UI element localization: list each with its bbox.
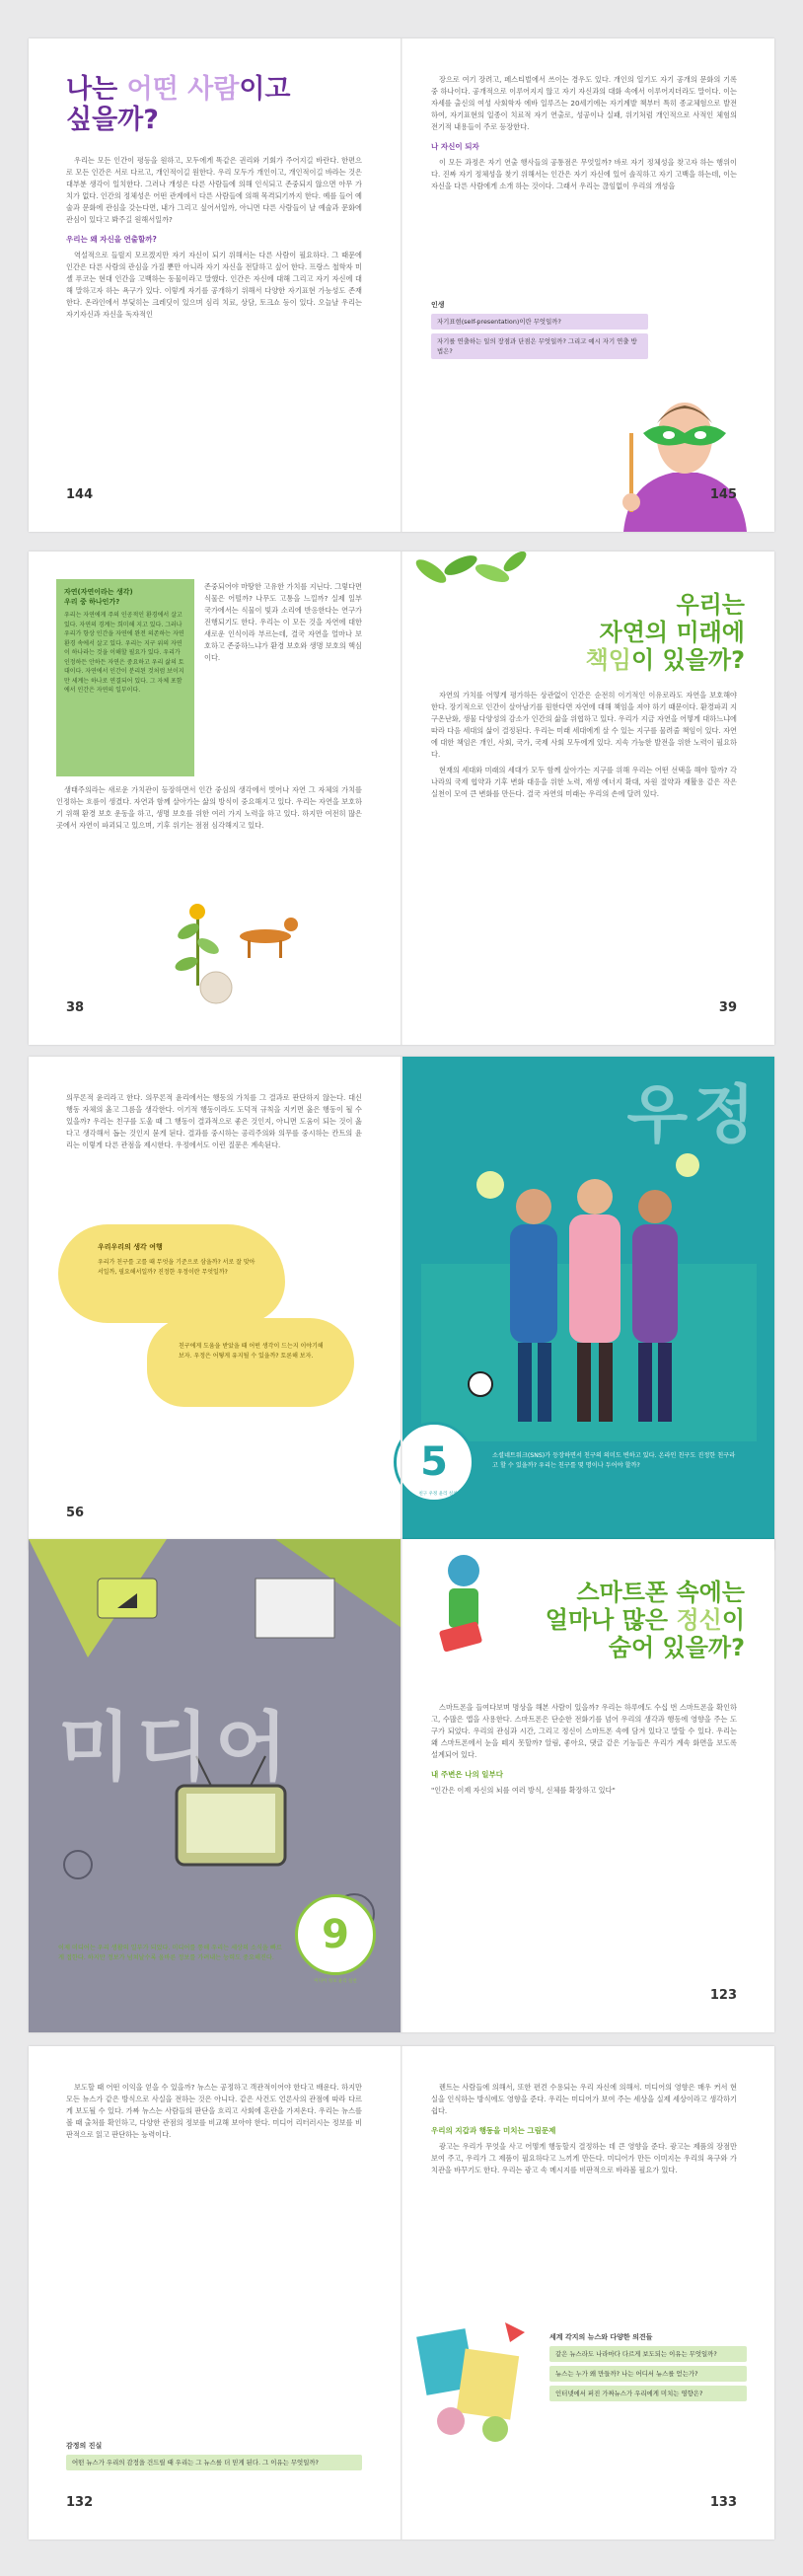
chapter-number-badge: 9 [295,1894,376,1975]
page-number: 39 [718,1000,737,1015]
question-item: 같은 뉴스라도 나라마다 다르게 보도되는 이유는 무엇일까? [549,2346,747,2362]
body-text: 자연의 가치를 어떻게 평가하든 상관없이 인간은 순전히 이기적인 이유로라도 자연을 보호해야 한다. 장기적으로 인간이 살아남기를 원한다면 자연에 대해 책임을 져야 하기 때문이다. 환경파괴 지구온난화, 생물 다양성의 감소가 인간의 삶을 위협하고 있다. 우리가 지금 자연을 어떻게 대하느냐에 따라 다음 세대의 삶이 결정된다. 우리는 미래 세대에게 살 수 있는 지구를 물려줄 책임이 있다. 자연에 대한 책임은 개인, 사회, 국가, 국제 사회 모두에게 있다. 지속 가능한 발전을 위한 노력이 필요하다. 현재의 세대와 미래의 세대가 모두 함께 살아가는 지구를 위해 우리는 어떤 선택을 해야 할까? 각 나라의 국제 협약과 기후 변화 대응을 위한 노력, 재생 에너지 확대, 자원 절약과 재활용 같은 작은 실천이 모여 큰 변화를 만든다. 결국 자연의 미래는 우리의 손에 달려 있다. [431,691,737,798]
chapter-label: 친구 우정 윤리 실천 [418,1492,458,1497]
thought-cloud-2 [147,1318,354,1407]
spread-122-123 [29,1539,774,2032]
question-box-title: 감정의 진실 [66,2442,103,2450]
cloud-text: 우리가 친구를 고를 때 무엇을 기준으로 삼을까? 서로 잘 맞아서일까, 필요해서일까? 진정한 우정이란 무엇일까? [98,1259,256,1276]
question-item: 뉴스는 누가 왜 만들까? 나는 어디서 뉴스를 얻는가? [549,2366,747,2382]
quote: "인간은 이제 자신의 뇌를 여러 방식, 신체를 확장하고 있다" [431,1786,616,1795]
gutter [401,2046,402,2539]
spread-56-57 [29,1057,774,1550]
gutter [401,38,402,532]
page-56 [29,1057,402,1550]
body-text: 생태주의라는 새로운 가치관이 등장하면서 인간 중심의 생각에서 벗어나 자연 그 자체의 가치를 인정하는 흐름이 생겼다. 자연과 함께 살아가는 삶의 방식이 중요해지고 있다. 우리는 자연을 보호하기 위해 환경 보호 운동을 하고, 생명 보호를 위한 여러 가지 노력을 하고 있다. 하지만 여전히 많은 곳에서 자연이 파괴되고 있으며, 기후 위기는 점점 심각해지고 있다. [56,785,362,830]
question-item: 자기표현(self-presentation)이란 무엇일까? [431,314,648,330]
page-144 [29,38,402,532]
page-number: 145 [709,487,737,502]
page-title: 스마트폰 속에는 얼마나 많은 정신이 숨어 있을까? [545,1579,745,1661]
page-145 [402,38,774,532]
body-text: 장으로 여기 장려고, 페스티벌에서 쓰이는 경우도 있다. 개인의 일기도 자기 공개의 문화의 기록 중 하나이다. 공개적으로 이루어지지 않고 자기 자신과의 대화 속에서 이루어지더라도 말이다. 이는 자세를 출신의 여성 사회학자 에바 일루즈는 20세기에는 자기계발 책부터 특히 종교체험으로 발전하여, 자기표현의 일종이 치료적 자기 연출로, 성공이나 실패, 위기처럼 개인적으로 사적인 체험의 전기적 내용들이 주로 등장한다. 나 자신이 되자 이 모든 과정은 자기 연출 행사들의 공통점은 무엇일까? 바로 자기 정체성을 찾고자 하는 행위이다. 진짜 자기 정체성을 찾기 위해서는 인간은 자기 자신에 있어 솔직하고 자기 고백을 하는데, 이는 자신을 다른 사람에게 소개 하는 것이다. 그래서 우리는 끊임없이 우리의 개성을 [431,75,737,190]
page-title: 우리는 자연의 미래에 책임이 있을까? [585,591,745,674]
chapter-caption: 소셜네트워크(SNS)가 등장하면서 친구의 의미도 변하고 있다. 온라인 친구도 진정한 친구라고 할 수 있을까? 우리는 친구를 몇 명이나 두어야 할까? [492,1452,736,1469]
masked-person-illustration [604,374,752,532]
spread-38-39 [29,552,774,1045]
body-text: 우리는 모든 인간이 평등을 원하고, 모두에게 똑같은 권리와 기회가 주어지길 바란다. 한편으로 모든 인간은 서로 다르고, 개인적이길 원한다. 우리 모두가 개인이고, 개인적이길 바라는 것은 대부분 생각이 일치한다. 그러나 개성은 다른 사람들에 의해 인식되고 존중되지 않으면 아무 가치가 없다. 인간의 정체성은 어떤 관계에서 다른 사람들에 의해 목격되기까지 한다. 예를 들어 예술과 문화에 관심을 갖는다면, 내가 그리고 싶어서일까, 아니면 다른 사람들이 날 예술과 문화에 관심이 있다고 봐주길 원해서일까? 우리는 왜 자신을 연출할까? 역설적으로 들릴지 모르겠지만 자기 자신이 되기 위해서는 다른 사람이 필요하다. 그 때문에 인간은 다른 사람의 관심을 가질 뿐만 아니라 자기 자신을 전달하고 싶어 한다. 프랑스 철학자 미셸 푸코는 현대 인간을 고백하는 동물이라고 말했다. 인간은 자신에 대해 그리고 자기 자신에 대해 말하고자 하는 욕구가 있다. 이렇게 자기를 공개하기 위해서 다양한 자기표현 가능성도 존재한다. 온라인에서 부딪히는 크레딧이 있으며 심리 치료, 상담, 토크쇼 등이 있다. 오늘날 우리는 자기자신과 자신을 독자적인 [66,156,362,319]
sidebar-box-text: 우리는 자연에게 주의 인공적인 환경에서 살고 있다. 자연의 경계는 희미해 지고 있다. 그러나 우리가 항상 인간을 자연에 완전 의존하는 자연환경 속에서 살고 있다. 우리는 지구 위의 자연이 하나라는 것을 이해할 필요가 있다. 우리가 인정하든 안하든 자연은 중요하고 우리 삶의 토대이다. 자연에서 인간이 분리된 것처럼 보이지만 세계는 하나로 연결되어 있다. 그 자체 포함에서 인간은 자연의 일부이다. [64,612,184,694]
sidebar-box [56,579,194,776]
friends-illustration [421,1126,757,1441]
cloud-text: 친구에게 도움을 받았을 때 어떤 생각이 드는지 이야기해 보자. 우정은 어떻게 유지될 수 있을까? 토론해 보자. [179,1343,324,1360]
page-57-cover [402,1057,774,1550]
chapter-ghost-title: 미디어 [58,1703,294,1791]
question-item: 인터넷에서 퍼진 가짜뉴스가 우리에게 미치는 영향은? [549,2386,747,2401]
body-text: 렌트는 사람들에 의해서, 또한 편견 수용되는 우리 자신에 의해서. 미디어의 영향은 매우 커서 현실을 인식하는 방식에도 영향을 준다. 우리는 미디어가 보여 주는 세상을 실제 세상이라고 생각하기 쉽다. 우리의 지갑과 행동을 미치는 그림문제 광고는 우리가 무엇을 사고 어떻게 행동할지 결정하는 데 큰 영향을 준다. 광고는 제품의 장점만 보여 주고, 우리가 그 제품이 필요하다고 느끼게 만든다. 미디어가 만든 이미지는 우리의 욕구와 가치관을 바꾸기도 한다. 우리는 광고 속 메시지를 비판적으로 바라볼 필요가 있다. [431,2083,737,2174]
spread-144-145 [29,38,774,532]
subheading: 우리의 지갑과 행동을 미치는 그림문제 [431,2126,556,2135]
page-123 [402,1539,774,2032]
chapter-caption: 이제 미디어는 우리 생활의 일부가 되었다. 미디어를 통해 우리는 세상의 소식을 빠르게 접한다. 하지만 정보가 넘쳐날수록 올바른 정보를 가려내는 능력도 중요해진다. [58,1945,282,1961]
question-box [549,2332,747,2405]
question-box-title: 인생 [431,301,445,309]
body-text: 보도할 때 어떤 이익을 얻을 수 있을까? 뉴스는 공정하고 객관적이어야 한다고 배운다. 하지만 모든 뉴스가 같은 방식으로 사실을 전하는 것은 아니다. 같은 사건도 언론사의 관점에 따라 다르게 보도될 수 있다. 가짜 뉴스는 사람들의 판단을 흐리고 사회에 혼란을 가져온다. 우리는 뉴스를 볼 때 출처를 확인하고, 다양한 관점의 정보를 비교해 보아야 한다. 미디어 리터러시는 정보를 비판적으로 읽고 판단하는 능력이다. [66,2083,362,2139]
question-box-title: 세계 각지의 뉴스와 다양한 의견들 [549,2333,653,2341]
subheading: 우리는 왜 자신을 연출할까? [66,235,157,244]
plant-and-dog-illustration [157,877,305,1005]
chapter-label: 미디어 정보 윤리 실천 [314,1979,357,1984]
page-number: 144 [66,487,94,502]
leaves-illustration [411,552,530,611]
body-text: 스마트폰을 들여다보며 명상을 해본 사람이 있을까? 우리는 하루에도 수십 번 스마트폰을 확인하고, 수많은 앱을 사용한다. 스마트폰은 단순한 전화기를 넘어 우리의 생각과 행동에 영향을 주는 도구가 되었다. 우리의 관심과 시간, 그리고 정신이 스마트폰 속에 담겨 있다고 말할 수 있다. 우리는 왜 스마트폰에서 눈을 떼지 못할까? 알림, 좋아요, 댓글 같은 기능들은 우리가 계속 화면을 보도록 설계되어 있다. 내 주변은 나의 일부다 "인간은 이제 자신의 뇌를 여러 방식, 신체를 확장하고 있다" [431,1703,737,1795]
page-title: 나는 어떤 사람이고 싶을까? [66,74,291,135]
page-122-cover [29,1539,402,2032]
page-39 [402,552,774,1045]
question-box [66,2441,362,2474]
sidebar-box-title: 자연(자연이라는 생각) [64,588,133,596]
page-number: 133 [709,2495,737,2510]
body-text-column: 존중되어야 마땅한 고유한 가치를 지닌다. 그렇다면 식물은 어떨까? 나무도 고통을 느낄까? 실제 일부 국가에서는 식물이 빛과 소리에 반응한다는 연구가 진행되기도 한다. 우리는 이 모든 것을 자연에 대한 새로운 인식이라 부르는데, 결국 자연을 얼마나 보호하고 존중하느냐가 환경 보호와 생명 보호의 핵심이다. [204,582,362,662]
gutter [401,1539,402,2032]
page-number: 56 [66,1506,85,1520]
gutter [401,552,402,1045]
page-133 [402,2046,774,2539]
sidebar-box-title-2: 우리 중 하나인가? [64,598,120,606]
subheading: 내 주변은 나의 일부다 [431,1770,504,1779]
news-readers-illustration [411,2313,530,2451]
page-number: 132 [66,2495,94,2510]
page-number: 123 [709,1988,737,2003]
chapter-number-badge: 5 [394,1422,474,1503]
cloud-title: 우리우리의 생각 여행 [98,1243,163,1251]
question-item: 어떤 뉴스가 우리의 감정을 건드릴 때 우리는 그 뉴스를 더 믿게 된다. 그 이유는 무엇일까? [66,2455,362,2470]
question-box [431,300,648,363]
page-number: 38 [66,1000,85,1015]
page-132 [29,2046,402,2539]
body-text: 의무론적 윤리라고 한다. 의무론적 윤리에서는 행동의 가치를 그 결과로 판단하지 않는다. 대신 행동 자체의 옳고 그름을 생각한다. 이기적 행동이라도 도덕적 규칙을 지키면 옳은 행동이 될 수 있을까? 우리는 친구를 도울 때 그 행동이 결과적으로 좋은 것인지, 아니면 도움이 되는 것이 옳다고 생각해서 돕는 것인지 묻게 된다. 결과를 중시하는 공리주의와 의무를 중시하는 칸트의 윤리는 이렇게 다른 관점을 제시한다. 우정에서도 이런 질문은 계속된다. [66,1093,362,1149]
page-38 [29,552,402,1045]
gutter [401,1057,402,1550]
thought-cloud-1 [58,1224,285,1323]
spread-132-133 [29,2046,774,2539]
question-item: 자기를 연출하는 일의 장점과 단점은 무엇일까? 그리고 예시 자기 연출 방법은? [431,333,648,359]
subheading: 나 자신이 되자 [431,142,479,151]
chapter-ghost-title: 우정 [626,1079,761,1152]
